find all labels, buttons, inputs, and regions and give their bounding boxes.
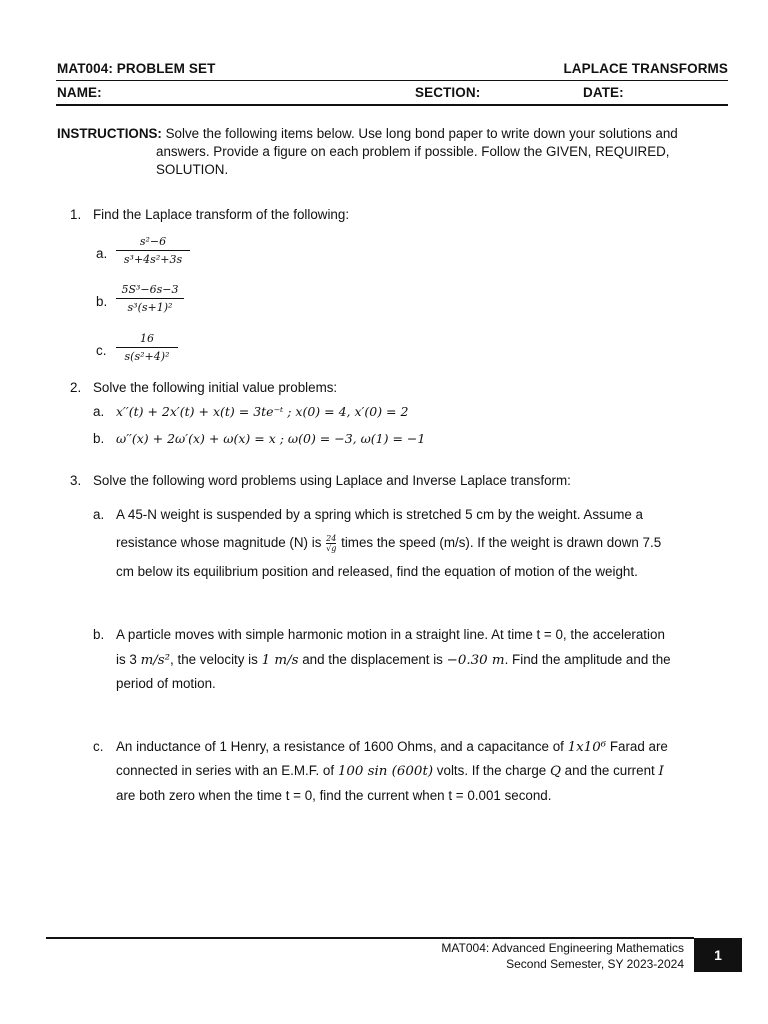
problem-2a-equation: x′′(t) + 2x′(t) + x(t) = 3te⁻ᵗ ; x(0) = 4, x′(0) = 2 bbox=[116, 404, 409, 419]
problem-3c-line-1 bbox=[116, 735, 668, 761]
name-label: NAME: bbox=[57, 85, 102, 100]
problem-3b-text-c: and the displacement is bbox=[302, 652, 443, 667]
problem-1c-denominator: s(s²+4)² bbox=[124, 350, 170, 363]
instructions-line-1: Solve the following items below. Use long bond paper to write down your solutions and bbox=[165, 126, 678, 141]
problem-3c-emf: 100 sin (600t) bbox=[337, 764, 434, 779]
problem-3b-line-1: A particle moves with simple harmonic motion in a straight line. At time t = 0, the acceleration bbox=[116, 627, 665, 642]
problem-3a-line-1: A 45-N weight is suspended by a spring which is stretched 5 cm by the weight. Assume a bbox=[116, 507, 643, 522]
instructions-label: INSTRUCTIONS: bbox=[57, 126, 162, 141]
problem-1b-fraction bbox=[116, 283, 184, 314]
problem-3a-fraction-num: 24 bbox=[326, 533, 337, 543]
problem-3c-text-b: Farad are bbox=[609, 739, 668, 754]
problem-3b-line-3: period of motion. bbox=[116, 676, 216, 691]
problem-3a-line-3: cm below its equilibrium position and released, find the equation of motion of the weight. bbox=[116, 564, 638, 579]
problem-1c-fraction bbox=[116, 332, 178, 363]
problem-1b-numerator: 5S³−6s−3 bbox=[121, 283, 179, 296]
instructions-line-2: answers. Provide a figure on each problem if possible. Follow the GIVEN, REQUIRED, bbox=[156, 144, 670, 159]
problem-1-number: 1. bbox=[70, 207, 82, 222]
problem-3c-text-c: connected in series with an E.M.F. of bbox=[116, 763, 335, 778]
problem-3c-letter: c. bbox=[93, 739, 104, 754]
problem-3b-text-d: . Find the amplitude and the bbox=[504, 652, 671, 667]
problem-3c-text-e: and the current bbox=[564, 763, 655, 778]
instructions-line-3: SOLUTION. bbox=[156, 162, 229, 177]
problem-3a-letter: a. bbox=[93, 507, 105, 522]
problem-2-number: 2. bbox=[70, 380, 82, 395]
instructions-block bbox=[57, 125, 678, 143]
problem-3b-text-a: is 3 bbox=[116, 652, 137, 667]
header-divider-top bbox=[56, 80, 728, 81]
course-title: MAT004: PROBLEM SET bbox=[57, 61, 216, 76]
problem-2b-letter: b. bbox=[93, 431, 105, 446]
problem-3c-capacitance: 1x10⁶ bbox=[567, 740, 607, 755]
problem-3-text: Solve the following word problems using Laplace and Inverse Laplace transform: bbox=[93, 473, 571, 488]
problem-1c-letter: c. bbox=[96, 343, 107, 358]
footer-course: MAT004: Advanced Engineering Mathematics bbox=[441, 941, 684, 955]
page-number: 1 bbox=[694, 938, 742, 972]
header-divider-bottom bbox=[56, 104, 728, 106]
problem-1a-fraction bbox=[116, 235, 190, 266]
problem-2b-equation: ω′′(x) + 2ω′(x) + ω(x) = x ; ω(0) = −3, ω(1) = −1 bbox=[116, 431, 426, 446]
footer-divider bbox=[46, 937, 694, 939]
problem-1c-numerator: 16 bbox=[140, 332, 154, 345]
problem-3c-line-3: are both zero when the time t = 0, find the current when t = 0.001 second. bbox=[116, 788, 552, 803]
topic-title: LAPLACE TRANSFORMS bbox=[563, 61, 728, 76]
problem-3b-line-2 bbox=[116, 648, 671, 674]
problem-1b-denominator: s³(s+1)² bbox=[127, 301, 173, 314]
footer-semester: Second Semester, SY 2023-2024 bbox=[506, 957, 684, 971]
problem-1b-letter: b. bbox=[96, 294, 108, 309]
problem-1a-denominator: s³+4s²+3s bbox=[123, 253, 183, 266]
problem-3b-text-b: , the velocity is bbox=[170, 652, 258, 667]
problem-3b-letter: b. bbox=[93, 627, 105, 642]
problem-3a-fraction-den: √g bbox=[326, 543, 337, 553]
problem-3a-line-2 bbox=[116, 531, 661, 556]
problem-3b-velocity: 1 m/s bbox=[261, 653, 299, 668]
problem-3c-text-d: volts. If the charge bbox=[436, 763, 547, 778]
problem-2a-letter: a. bbox=[93, 404, 105, 419]
problem-2-text: Solve the following initial value problems: bbox=[93, 380, 338, 395]
problem-3-number: 3. bbox=[70, 473, 82, 488]
problem-3b-displacement: −0.30 m bbox=[446, 653, 505, 668]
section-label: SECTION: bbox=[415, 85, 481, 100]
problem-3b-acceleration: m/s² bbox=[140, 653, 171, 668]
date-label: DATE: bbox=[583, 85, 624, 100]
problem-3c-current: I bbox=[658, 764, 664, 779]
problem-3a-line-2-pre: resistance whose magnitude (N) is bbox=[116, 535, 322, 550]
problem-3a-line-2-post: times the speed (m/s). If the weight is drawn down 7.5 bbox=[341, 535, 662, 550]
problem-1-text: Find the Laplace transform of the following: bbox=[93, 207, 350, 222]
problem-3a-fraction bbox=[326, 534, 336, 553]
problem-3c-line-2 bbox=[116, 759, 664, 785]
problem-1a-letter: a. bbox=[96, 246, 108, 261]
problem-3c-charge: Q bbox=[549, 764, 561, 779]
problem-1a-numerator: s²−6 bbox=[139, 235, 167, 248]
problem-3c-text-a: An inductance of 1 Henry, a resistance of 1600 Ohms, and a capacitance of bbox=[116, 739, 564, 754]
